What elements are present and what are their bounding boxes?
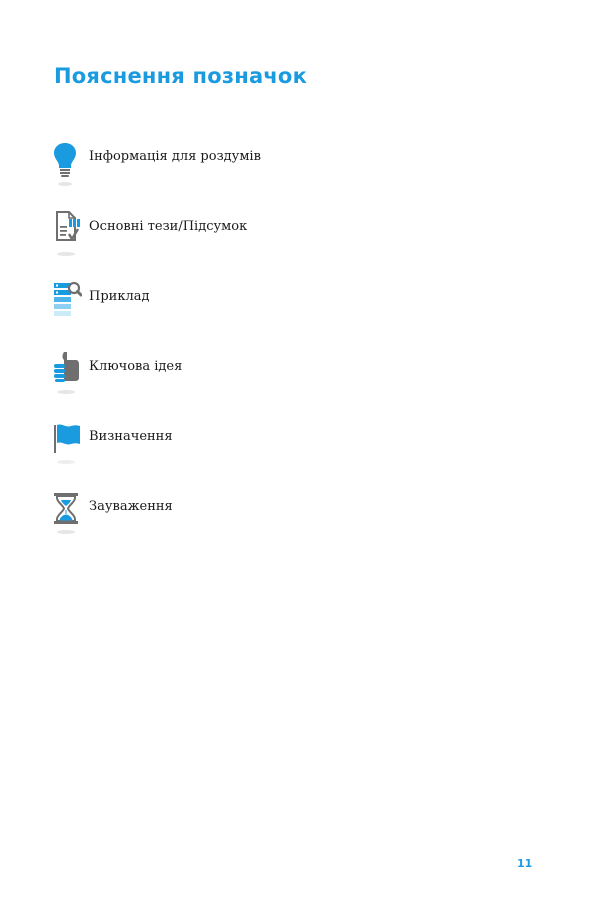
- legend-label: Основні тези/Підсумок: [89, 219, 248, 234]
- legend-label: Ключова ідея: [89, 359, 183, 374]
- hourglass-icon: [52, 490, 82, 538]
- legend-item-information: [52, 140, 552, 190]
- list-magnifier-icon: [52, 280, 82, 328]
- legend-item-key-idea: [52, 350, 552, 400]
- page-number: 11: [517, 857, 533, 870]
- flag-icon: [52, 420, 82, 468]
- legend-label: Приклад: [89, 289, 150, 304]
- legend-item-remark: [52, 490, 552, 540]
- legend-item-summary: [52, 210, 552, 260]
- lightbulb-icon: [52, 140, 82, 188]
- page-title: Пояснення позначок: [54, 64, 308, 88]
- document-checklist-icon: [52, 210, 82, 258]
- thumbs-up-icon: [52, 350, 82, 398]
- legend-label: Інформація для роздумів: [89, 149, 261, 164]
- legend-label: Визначення: [89, 429, 173, 444]
- legend-item-definition: [52, 420, 552, 470]
- legend-label: Зауваження: [89, 499, 173, 514]
- legend-item-example: [52, 280, 552, 330]
